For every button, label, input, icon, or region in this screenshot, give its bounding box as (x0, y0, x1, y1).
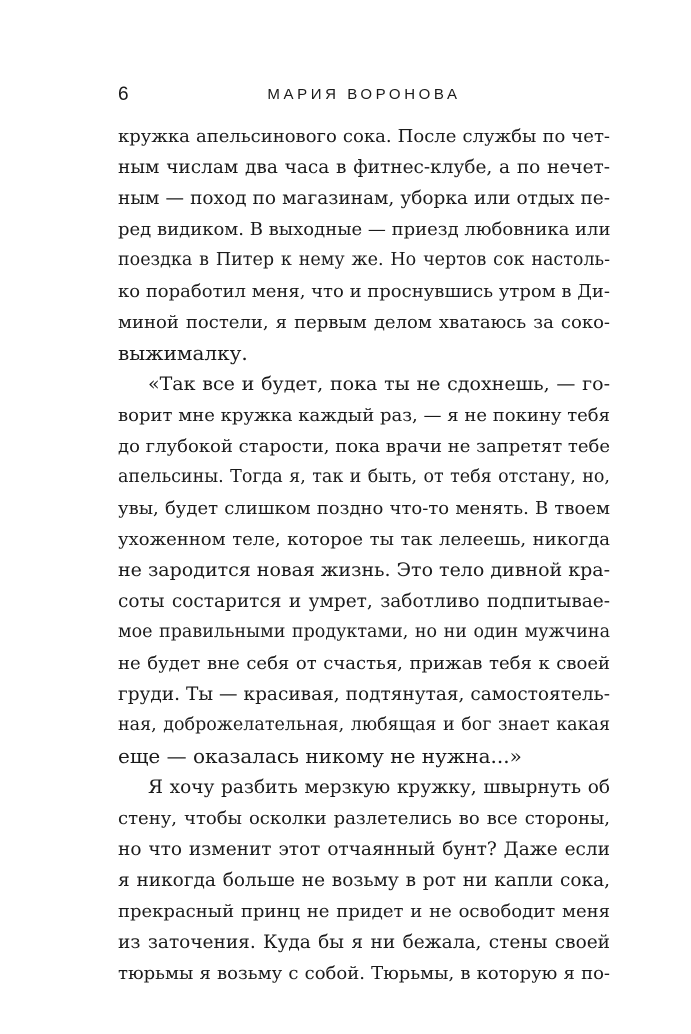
text-line: не будет вне себя от счастья, прижав тебя к своей (118, 653, 610, 674)
text-line: я никогда больше не возьму в рот ни капли сока, (118, 870, 610, 891)
text-line: ухоженном теле, которое ты так лелеешь, никогда (118, 529, 610, 550)
text-line: выжималку. (118, 341, 248, 365)
running-head-author: МАРИЯ ВОРОНОВА (267, 86, 461, 103)
text-line: апельсины. Тогда я, так и быть, от тебя отстану, но, (118, 467, 610, 487)
page-header (118, 84, 610, 108)
text-line: еще — оказалась никому не нужна...» (118, 744, 522, 768)
text-line: кружка апельсинового сока. После службы по чет- (118, 126, 610, 147)
text-line: «Так все и будет, пока ты не сдохнешь, — го- (148, 373, 610, 395)
text-line: ред видиком. В выходные — приезд любовника или (118, 219, 610, 240)
text-line: мое правильными продуктами, но ни один мужчина (118, 622, 610, 642)
page-number: 6 (118, 84, 129, 105)
text-line: увы, будет слишком поздно что-то менять. В твоем (118, 498, 610, 519)
text-line: ным числам два часа в фитнес-клубе, а по нечет- (118, 157, 610, 178)
text-line: не зародится новая жизнь. Это тело дивной кра- (118, 559, 610, 581)
text-line: ворит мне кружка каждый раз, — я не покину тебя (118, 405, 610, 426)
text-line: миной постели, я первым делом хватаюсь за соко- (118, 312, 610, 333)
text-line: прекрасный принц не придет и не освободит меня (118, 901, 610, 922)
text-line: груди. Ты — красивая, подтянутая, самостоятель- (118, 684, 610, 705)
text-line: поездка в Питер к нему же. Но чертов сок настоль- (118, 250, 610, 270)
text-line: из заточения. Куда бы я ни бежала, стены своей (118, 932, 610, 953)
text-line: Я хочу разбить мерзкую кружку, швырнуть об (148, 777, 610, 798)
text-line: ко поработил меня, что и проснувшись утром в Ди- (118, 281, 610, 302)
text-line: ным — поход по магазинам, уборка или отдых пе- (118, 188, 610, 209)
text-line: тюрьмы я возьму с собой. Тюрьмы, в которую я по- (118, 963, 610, 984)
body-text (118, 121, 610, 989)
text-line: до глубокой старости, пока врачи не запретят тебе (118, 436, 610, 457)
text-line: ная, доброжелательная, любящая и бог знает какая (118, 715, 610, 735)
text-line: стену, чтобы осколки разлетелись во все стороны, (118, 808, 610, 829)
text-line: но что изменит этот отчаянный бунт? Даже если (118, 839, 610, 860)
text-line: соты состарится и умрет, заботливо подпитывае- (118, 591, 610, 612)
